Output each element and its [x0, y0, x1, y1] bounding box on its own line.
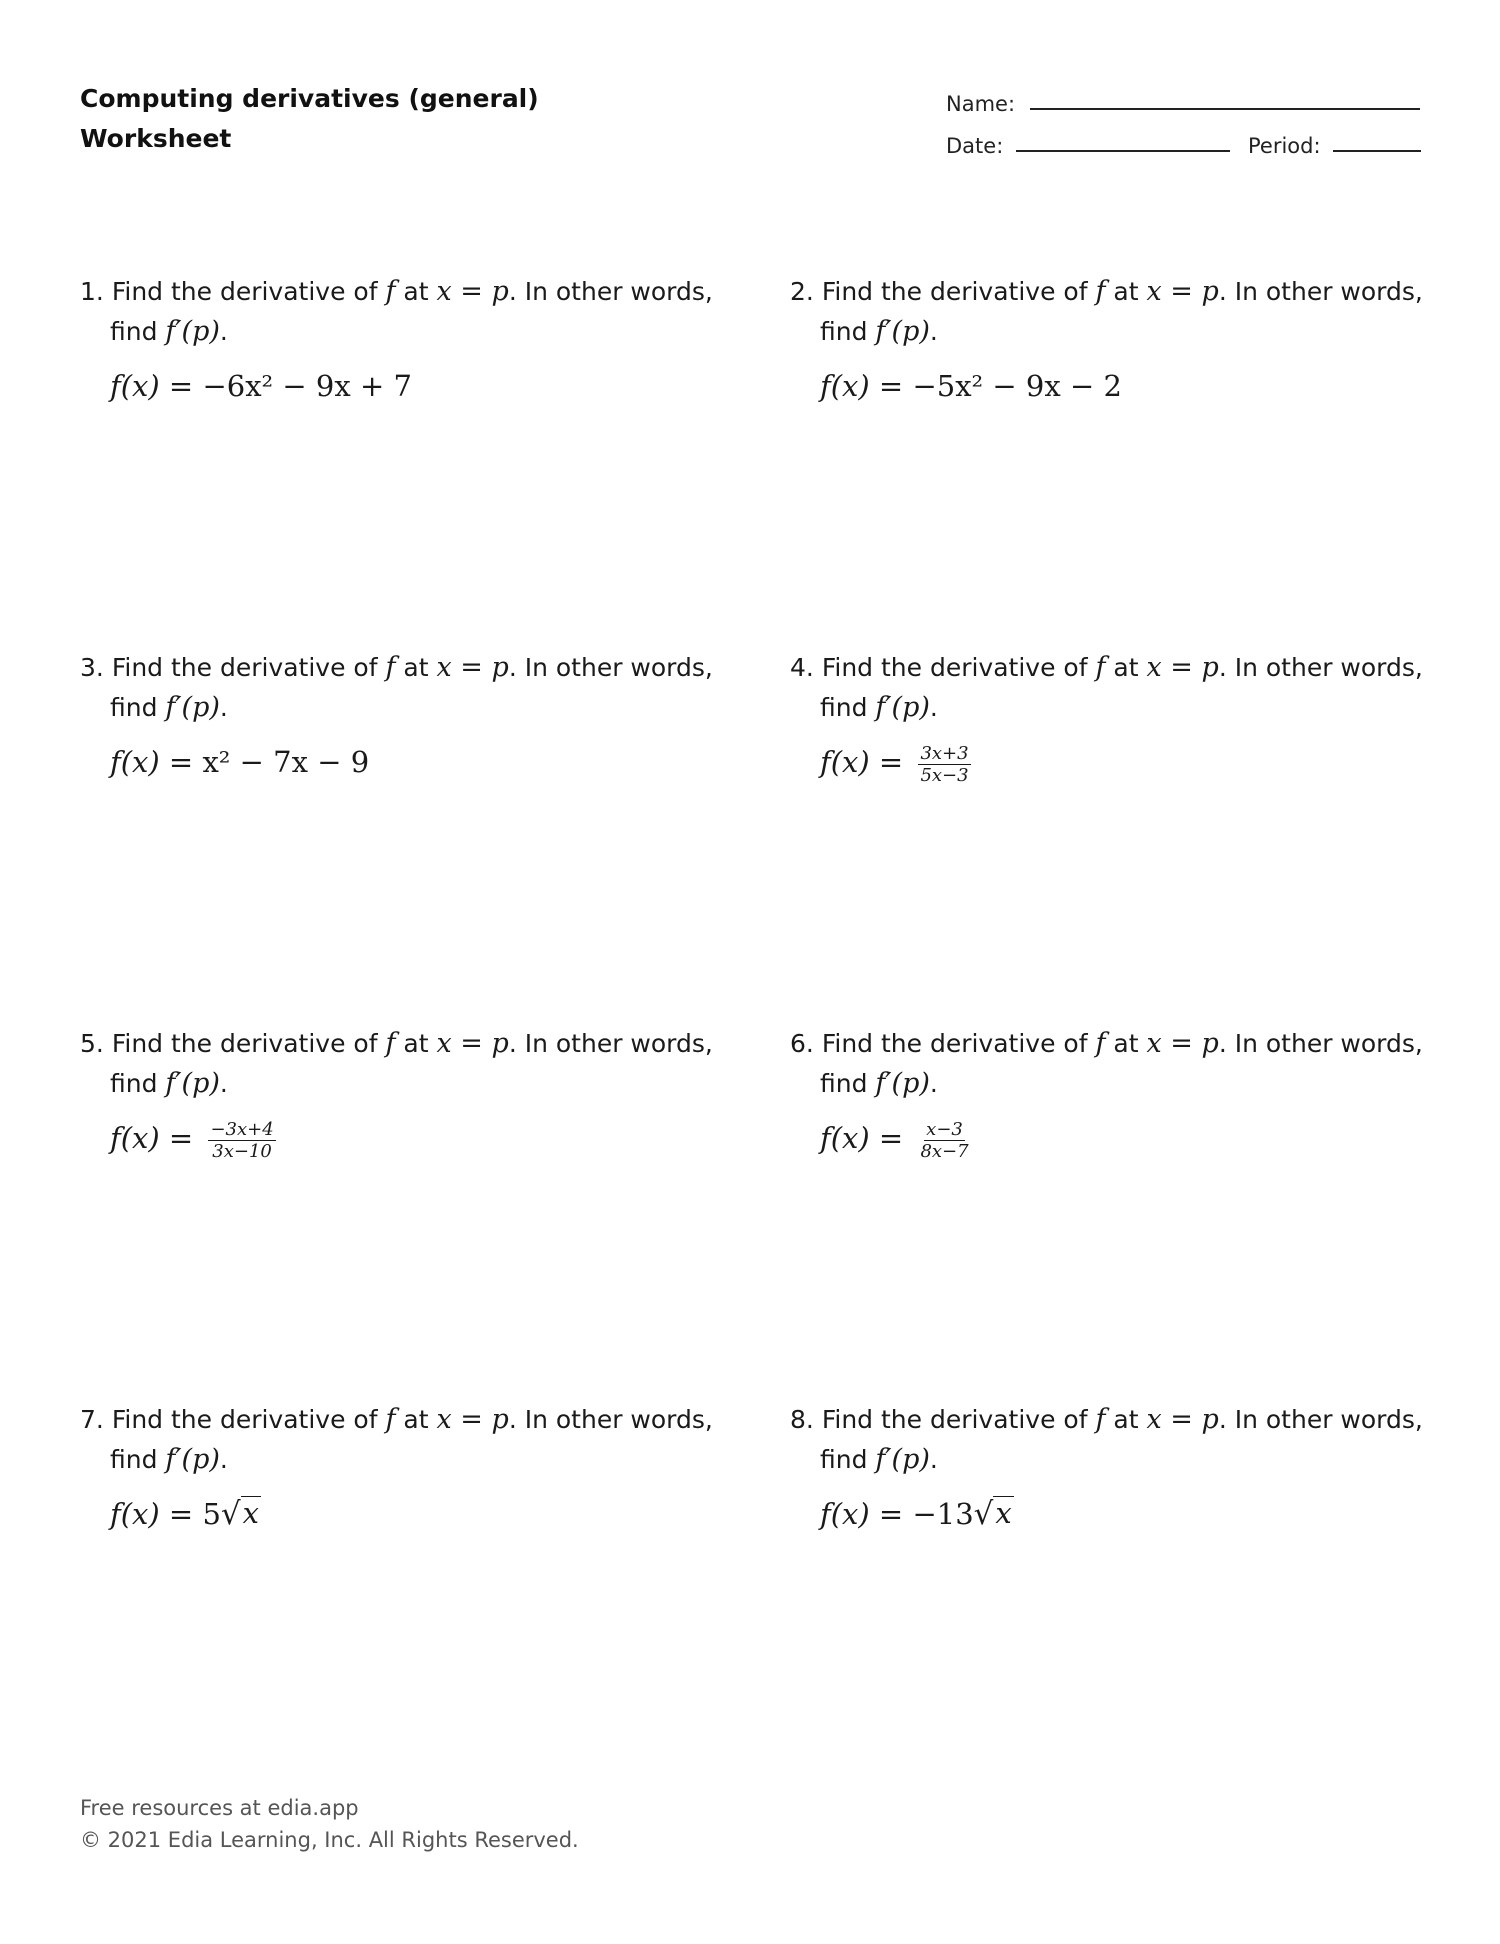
- prompt-rest: . In other words,: [1218, 653, 1423, 682]
- prompt-at: at: [1113, 277, 1139, 306]
- problem-8: [790, 1400, 1430, 1534]
- prompt-text: Find the derivative of: [111, 277, 378, 306]
- fraction-numerator: −3x+4: [210, 1118, 274, 1140]
- prompt-rest: . In other words,: [1218, 277, 1423, 306]
- footer-copyright: © 2021 Edia Learning, Inc. All Rights Reserved.: [80, 1828, 579, 1852]
- prompt-period: .: [219, 1445, 228, 1474]
- problem-number: 6.: [790, 1029, 814, 1058]
- derivative-notation: f′(p): [165, 1444, 220, 1475]
- fx-lhs: f(x) =: [110, 1497, 194, 1531]
- fx-lhs: f(x) =: [820, 1121, 904, 1155]
- period-label: Period:: [1248, 134, 1321, 158]
- prompt-period: .: [929, 1069, 938, 1098]
- problem-3: [80, 648, 720, 782]
- prompt-period: .: [929, 1445, 938, 1474]
- prompt-at: at: [1113, 653, 1139, 682]
- prompt-rest: . In other words,: [1218, 1405, 1423, 1434]
- prompt-find: find: [110, 693, 158, 722]
- point-condition: x = p: [436, 652, 509, 683]
- function-symbol: f: [1095, 652, 1106, 683]
- problem-7: [80, 1400, 720, 1534]
- problem-number: 4.: [790, 653, 814, 682]
- fx-lhs: f(x) =: [110, 1121, 194, 1155]
- fraction-denominator: 8x−7: [920, 1140, 969, 1162]
- derivative-notation: f′(p): [165, 1068, 220, 1099]
- radical-sign-icon: √: [973, 1496, 994, 1532]
- fx-lhs: f(x) =: [110, 745, 194, 779]
- prompt-text: Find the derivative of: [111, 1029, 378, 1058]
- function-expression: [80, 742, 720, 782]
- function-symbol: f: [385, 652, 396, 683]
- point-condition: x = p: [436, 1404, 509, 1435]
- function-expression: [80, 366, 720, 406]
- fraction: [918, 1120, 970, 1161]
- fraction-denominator: 5x−3: [920, 764, 969, 786]
- point-condition: x = p: [436, 1028, 509, 1059]
- prompt-at: at: [403, 1405, 429, 1434]
- derivative-notation: f′(p): [875, 1068, 930, 1099]
- prompt-period: .: [929, 317, 938, 346]
- prompt-find: find: [820, 1069, 868, 1098]
- prompt-rest: . In other words,: [508, 277, 713, 306]
- derivative-notation: f′(p): [875, 1444, 930, 1475]
- prompt-find: find: [820, 317, 868, 346]
- square-root: [974, 1496, 1014, 1530]
- function-symbol: f: [385, 276, 396, 307]
- prompt-find: find: [820, 693, 868, 722]
- prompt-rest: . In other words,: [508, 1029, 713, 1058]
- prompt-text: Find the derivative of: [111, 653, 378, 682]
- footer-resources: Free resources at edia.app: [80, 1796, 359, 1820]
- function-expression: [790, 742, 1430, 785]
- radicand: x: [995, 1495, 1012, 1530]
- problem-number: 5.: [80, 1029, 104, 1058]
- prompt-rest: . In other words,: [1218, 1029, 1423, 1058]
- prompt-find: find: [110, 317, 158, 346]
- prompt-find: find: [110, 1445, 158, 1474]
- date-field-line[interactable]: [1016, 150, 1230, 152]
- fraction: [918, 744, 970, 785]
- point-condition: x = p: [1146, 1028, 1219, 1059]
- problem-2: [790, 272, 1430, 406]
- prompt-text: Find the derivative of: [821, 1029, 1088, 1058]
- prompt-find: find: [820, 1445, 868, 1474]
- polynomial-rhs: −6x² − 9x + 7: [202, 369, 412, 403]
- function-symbol: f: [1095, 1028, 1106, 1059]
- prompt-period: .: [219, 317, 228, 346]
- derivative-notation: f′(p): [165, 316, 220, 347]
- point-condition: x = p: [436, 276, 509, 307]
- fraction-numerator: 3x+3: [920, 742, 969, 764]
- point-condition: x = p: [1146, 1404, 1219, 1435]
- fx-lhs: f(x) =: [820, 745, 904, 779]
- prompt-period: .: [929, 693, 938, 722]
- fraction-denominator: 3x−10: [212, 1140, 272, 1162]
- polynomial-rhs: x² − 7x − 9: [202, 745, 370, 779]
- fraction: [208, 1120, 275, 1161]
- problem-number: 8.: [790, 1405, 814, 1434]
- function-symbol: f: [385, 1404, 396, 1435]
- worksheet-title: Computing derivatives (general): [80, 84, 539, 113]
- prompt-text: Find the derivative of: [821, 277, 1088, 306]
- prompt-at: at: [1113, 1405, 1139, 1434]
- prompt-at: at: [403, 653, 429, 682]
- prompt-at: at: [1113, 1029, 1139, 1058]
- prompt-period: .: [219, 693, 228, 722]
- prompt-text: Find the derivative of: [821, 653, 1088, 682]
- function-symbol: f: [1095, 276, 1106, 307]
- name-label: Name:: [946, 92, 1016, 116]
- coefficient: −13: [912, 1497, 974, 1531]
- function-expression: [790, 366, 1430, 406]
- fx-lhs: f(x) =: [820, 369, 904, 403]
- problem-4: [790, 648, 1430, 785]
- prompt-at: at: [403, 1029, 429, 1058]
- fraction-numerator: x−3: [926, 1118, 963, 1140]
- prompt-text: Find the derivative of: [111, 1405, 378, 1434]
- problem-number: 3.: [80, 653, 104, 682]
- prompt-rest: . In other words,: [508, 653, 713, 682]
- date-label: Date:: [946, 134, 1004, 158]
- worksheet-subtitle: Worksheet: [80, 124, 232, 153]
- function-expression: [80, 1494, 720, 1534]
- function-expression: [790, 1494, 1430, 1534]
- prompt-period: .: [219, 1069, 228, 1098]
- radical-sign-icon: √: [220, 1496, 241, 1532]
- polynomial-rhs: −5x² − 9x − 2: [912, 369, 1122, 403]
- derivative-notation: f′(p): [165, 692, 220, 723]
- problem-6: [790, 1024, 1430, 1161]
- coefficient: 5: [202, 1497, 221, 1531]
- problem-number: 2.: [790, 277, 814, 306]
- problem-number: 1.: [80, 277, 104, 306]
- problem-1: [80, 272, 720, 406]
- fx-lhs: f(x) =: [820, 1497, 904, 1531]
- function-symbol: f: [385, 1028, 396, 1059]
- period-field-line[interactable]: [1333, 150, 1421, 152]
- prompt-text: Find the derivative of: [821, 1405, 1088, 1434]
- prompt-rest: . In other words,: [508, 1405, 713, 1434]
- prompt-find: find: [110, 1069, 158, 1098]
- function-expression: [80, 1118, 720, 1161]
- function-symbol: f: [1095, 1404, 1106, 1435]
- prompt-at: at: [403, 277, 429, 306]
- point-condition: x = p: [1146, 652, 1219, 683]
- derivative-notation: f′(p): [875, 692, 930, 723]
- problem-5: [80, 1024, 720, 1161]
- point-condition: x = p: [1146, 276, 1219, 307]
- square-root: [221, 1496, 261, 1530]
- problem-number: 7.: [80, 1405, 104, 1434]
- derivative-notation: f′(p): [875, 316, 930, 347]
- function-expression: [790, 1118, 1430, 1161]
- fx-lhs: f(x) =: [110, 369, 194, 403]
- name-field-line[interactable]: [1030, 108, 1420, 110]
- radicand: x: [242, 1495, 260, 1530]
